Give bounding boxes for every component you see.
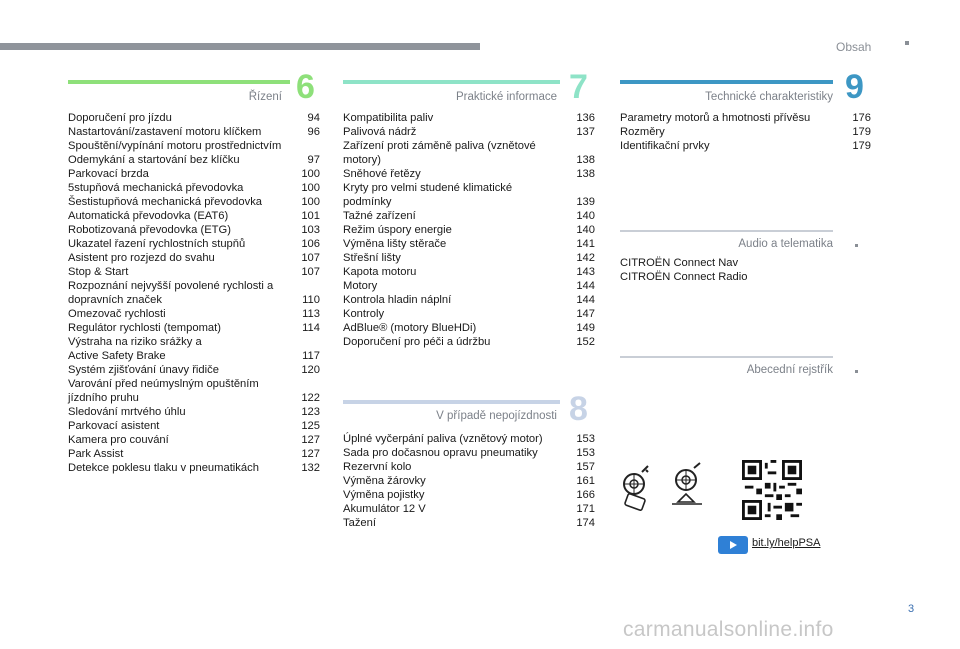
toc-entry-title: Režim úspory energie — [343, 224, 452, 236]
toc-entry-title: Parkovací asistent — [68, 420, 160, 432]
toc-entry-page: 179 — [852, 140, 871, 152]
toc-entry[interactable] — [343, 167, 595, 181]
toc-entry-title: Kontroly — [343, 308, 385, 320]
toc-entry[interactable] — [343, 293, 595, 307]
toc-entry-page: 139 — [576, 196, 595, 208]
toc-entry[interactable] — [68, 195, 320, 209]
toc-entry-page: 171 — [576, 503, 595, 515]
toc-entry[interactable] — [68, 125, 320, 139]
toc-entry[interactable] — [68, 181, 320, 195]
toc-entry-title: Zařízení proti záměně paliva (vznětové motory) — [343, 140, 536, 166]
toc-entry-title: Asistent pro rozjezd do svahu — [68, 252, 215, 264]
toc-entry[interactable] — [68, 405, 320, 419]
toc-entry-page: 107 — [301, 252, 320, 264]
toc-entry-title: Kompatibilita paliv — [343, 112, 434, 124]
toc-entry-page: 138 — [576, 168, 595, 180]
toc-entry-page: 179 — [852, 126, 871, 138]
video-play-icon[interactable] — [718, 536, 748, 554]
toc-entry-page: 136 — [576, 112, 595, 124]
toc-entry-page: 101 — [301, 210, 320, 222]
toc-entry-page: 166 — [576, 489, 595, 501]
toc-entry-page: 138 — [576, 154, 595, 166]
toc-entry[interactable] — [343, 125, 595, 139]
section-bar-audio-a-telematika — [620, 230, 833, 232]
section-title-prakticke-informace: Praktické informace — [456, 91, 557, 103]
toc-entry-page: 142 — [576, 252, 595, 264]
toc-entry[interactable] — [620, 111, 871, 125]
toc-entry[interactable] — [343, 502, 595, 516]
toc-entry-title: Palivová nádrž — [343, 126, 417, 138]
toc-entry-page: 140 — [576, 210, 595, 222]
toc-entry[interactable] — [620, 125, 871, 139]
toc-entry-page: 132 — [301, 462, 320, 474]
section-number-7: 7 — [569, 68, 588, 106]
page-number: 3 — [908, 603, 915, 615]
help-link[interactable]: bit.ly/helpPSA — [752, 537, 821, 549]
top-decorative-bar — [0, 43, 480, 50]
toc-entry-page: 123 — [301, 406, 320, 418]
toc-entry-page: 153 — [576, 447, 595, 459]
toc-entry-title: Tažné zařízení — [343, 210, 416, 222]
toc-entry-page: 110 — [302, 294, 320, 306]
toc-entry[interactable] — [343, 488, 595, 502]
toc-entry-title: Motory — [343, 280, 378, 292]
toc-entry-page: 97 — [307, 154, 320, 166]
watermark: carmanualsonline.info — [623, 618, 834, 641]
toc-entry-title: Šestistupňová mechanická převodovka — [68, 196, 263, 208]
toc-entry-title: Parkovací brzda — [68, 168, 149, 180]
toc-entry[interactable] — [343, 335, 595, 349]
toc-entry[interactable] — [68, 139, 320, 167]
toc-entry[interactable] — [68, 111, 320, 125]
header-title: Obsah — [836, 40, 872, 54]
toc-entry-page: 144 — [576, 280, 595, 292]
toc-entry-title: Doporučení pro jízdu — [68, 112, 172, 124]
toc-entry-title: Detekce poklesu tlaku v pneumatikách — [68, 462, 259, 474]
entry-list-audio-a-telematika — [620, 256, 871, 284]
toc-entry-page: 176 — [852, 112, 871, 124]
entry-list-technicke-charakteristiky — [620, 111, 871, 153]
toc-entry-page: 100 — [301, 182, 320, 194]
qr-code-icon[interactable] — [742, 460, 802, 520]
section-marker-audio — [855, 244, 858, 247]
section-title-technicke-charakteristiky: Technické charakteristiky — [705, 91, 833, 103]
toc-entry[interactable] — [343, 237, 595, 251]
toc-entry-title: Doporučení pro péči a údržbu — [343, 336, 491, 348]
section-number-9: 9 — [845, 68, 864, 106]
toc-entry[interactable] — [68, 307, 320, 321]
entry-list-v-pripade-nepojizdnosti — [343, 432, 595, 530]
toc-entry-title: Spouštění/vypínání motoru prostřednictvím Odemykání a startování bez klíčku — [68, 140, 282, 166]
toc-entry-title: Výměna pojistky — [343, 489, 425, 501]
toc-entry-page: 122 — [301, 392, 320, 404]
toc-entry[interactable] — [68, 223, 320, 237]
toc-entry-title: Stop & Start — [68, 266, 129, 278]
toc-entry-page: 114 — [302, 322, 320, 334]
toc-entry-title: Rozměry — [620, 126, 665, 138]
tire-wrench-icon — [620, 462, 730, 514]
toc-entry[interactable] — [343, 432, 595, 446]
toc-entry-title: Sněhové řetězy — [343, 168, 421, 180]
toc-entry[interactable] — [620, 139, 871, 153]
toc-entry-page: 107 — [301, 266, 320, 278]
toc-entry-title: Rezervní kolo — [343, 461, 412, 473]
toc-entry-page: 147 — [576, 308, 595, 320]
section-title-audio-a-telematika: Audio a telematika — [738, 238, 833, 250]
toc-entry[interactable] — [343, 181, 595, 209]
toc-entry-title: Identifikační prvky — [620, 140, 710, 152]
toc-entry-title: Varování před neúmyslným opuštěním jízdního pruhu — [68, 378, 259, 404]
toc-entry[interactable] — [68, 377, 320, 405]
toc-entry-page: 94 — [307, 112, 320, 124]
toc-entry-title: Parametry motorů a hmotnosti přívěsu — [620, 112, 811, 124]
section-title-abecedni-rejstrik: Abecední rejstřík — [746, 364, 833, 376]
toc-entry[interactable] — [68, 321, 320, 335]
toc-entry-page: 141 — [576, 238, 595, 250]
toc-entry[interactable] — [68, 433, 320, 447]
toc-entry[interactable] — [343, 223, 595, 237]
toc-entry-title: Regulátor rychlosti (tempomat) — [68, 322, 221, 334]
section-marker-rejstrik — [855, 370, 858, 373]
toc-entry[interactable] — [68, 251, 320, 265]
toc-entry-title: Kapota motoru — [343, 266, 417, 278]
toc-entry-title: Akumulátor 12 V — [343, 503, 426, 515]
section-title-rizeni: Řízení — [248, 91, 282, 103]
section-bar-technicke-charakteristiky — [620, 80, 833, 84]
toc-entry-title: Sledování mrtvého úhlu — [68, 406, 186, 418]
toc-entry[interactable] — [343, 321, 595, 335]
toc-entry[interactable] — [343, 460, 595, 474]
toc-entry-page: 174 — [576, 517, 595, 529]
entry-list-prakticke-informace — [343, 111, 595, 349]
toc-entry-title: Výstraha na riziko srážky a Active Safety Brake — [68, 336, 202, 362]
toc-entry-page: 143 — [576, 266, 595, 278]
toc-entry-title: Rozpoznání nejvyšší povolené rychlosti a dopravních značek — [68, 280, 274, 306]
toc-entry-page: 106 — [301, 238, 320, 250]
section-bar-rizeni — [68, 80, 290, 84]
toc-entry-page: 153 — [576, 433, 595, 445]
toc-entry[interactable] — [68, 167, 320, 181]
toc-entry-title: Tažení — [343, 517, 376, 529]
toc-entry-title: Úplné vyčerpání paliva (vznětový motor) — [343, 433, 543, 445]
toc-entry[interactable] — [68, 209, 320, 223]
toc-entry-page: 157 — [576, 461, 595, 473]
toc-entry-title: Výměna žárovky — [343, 475, 426, 487]
toc-entry[interactable] — [343, 307, 595, 321]
toc-entry-title: Park Assist — [68, 448, 124, 460]
section-number-6: 6 — [296, 68, 315, 106]
section-bar-prakticke-informace — [343, 80, 560, 84]
toc-entry[interactable] — [68, 279, 320, 307]
toc-entry[interactable] — [68, 335, 320, 363]
toc-entry-page: 137 — [576, 126, 595, 138]
toc-entry-page: 96 — [307, 126, 320, 138]
toc-entry[interactable] — [343, 251, 595, 265]
toc-entry-title: Systém zjišťování únavy řidiče — [68, 364, 219, 376]
section-bar-v-pripade-nepojizdnosti — [343, 400, 560, 404]
toc-entry-title: Omezovač rychlosti — [68, 308, 166, 320]
toc-entry[interactable] — [68, 419, 320, 433]
toc-entry[interactable] — [343, 279, 595, 293]
toc-entry[interactable] — [68, 447, 320, 461]
toc-entry-page: 140 — [576, 224, 595, 236]
toc-entry[interactable] — [620, 256, 871, 270]
toc-entry[interactable] — [343, 474, 595, 488]
toc-entry[interactable] — [343, 516, 595, 530]
toc-entry-page: 120 — [301, 364, 320, 376]
toc-entry-page: 152 — [576, 336, 595, 348]
toc-entry[interactable] — [68, 363, 320, 377]
toc-entry-title: 5stupňová mechanická převodovka — [68, 182, 244, 194]
header-dot — [905, 41, 909, 45]
section-bar-abecedni-rejstrik — [620, 356, 833, 358]
toc-entry-page: 117 — [302, 350, 320, 362]
toc-entry-title: Sada pro dočasnou opravu pneumatiky — [343, 447, 538, 459]
toc-entry-title: Robotizovaná převodovka (ETG) — [68, 224, 231, 236]
toc-entry[interactable] — [68, 237, 320, 251]
toc-entry-title: Kamera pro couvání — [68, 434, 169, 446]
toc-entry-title: Nastartování/zastavení motoru klíčkem — [68, 126, 262, 138]
toc-entry-page: 127 — [301, 448, 320, 460]
toc-entry-title: CITROËN Connect Radio — [620, 271, 748, 283]
toc-entry-page: 103 — [301, 224, 320, 236]
toc-entry-page: 127 — [301, 434, 320, 446]
toc-entry[interactable] — [343, 265, 595, 279]
toc-entry-title: CITROËN Connect Nav — [620, 257, 739, 269]
toc-entry-page: 113 — [302, 308, 320, 320]
toc-entry-title: Kryty pro velmi studené klimatické podmínky — [343, 182, 513, 208]
toc-entry[interactable] — [343, 111, 595, 125]
toc-entry-page: 161 — [576, 475, 595, 487]
toc-entry-page: 144 — [576, 294, 595, 306]
toc-entry[interactable] — [343, 209, 595, 223]
toc-entry[interactable] — [343, 446, 595, 460]
toc-entry[interactable] — [343, 139, 595, 167]
toc-entry-title: Střešní lišty — [343, 252, 401, 264]
toc-entry[interactable] — [620, 270, 871, 284]
section-number-8: 8 — [569, 390, 588, 428]
toc-entry-page: 149 — [576, 322, 595, 334]
toc-entry-page: 100 — [301, 196, 320, 208]
toc-entry-title: Výměna lišty stěrače — [343, 238, 447, 250]
section-title-v-pripade-nepojizdnosti: V případě nepojízdnosti — [436, 410, 557, 422]
toc-entry-page: 100 — [301, 168, 320, 180]
toc-entry-title: AdBlue® (motory BlueHDi) — [343, 322, 477, 334]
entry-list-rizeni — [68, 111, 320, 475]
toc-entry[interactable] — [68, 461, 320, 475]
toc-entry-title: Automatická převodovka (EAT6) — [68, 210, 229, 222]
toc-entry-page: 125 — [301, 420, 320, 432]
toc-entry-title: Ukazatel řazení rychlostních stupňů — [68, 238, 246, 250]
toc-entry-title: Kontrola hladin náplní — [343, 294, 452, 306]
toc-entry[interactable] — [68, 265, 320, 279]
